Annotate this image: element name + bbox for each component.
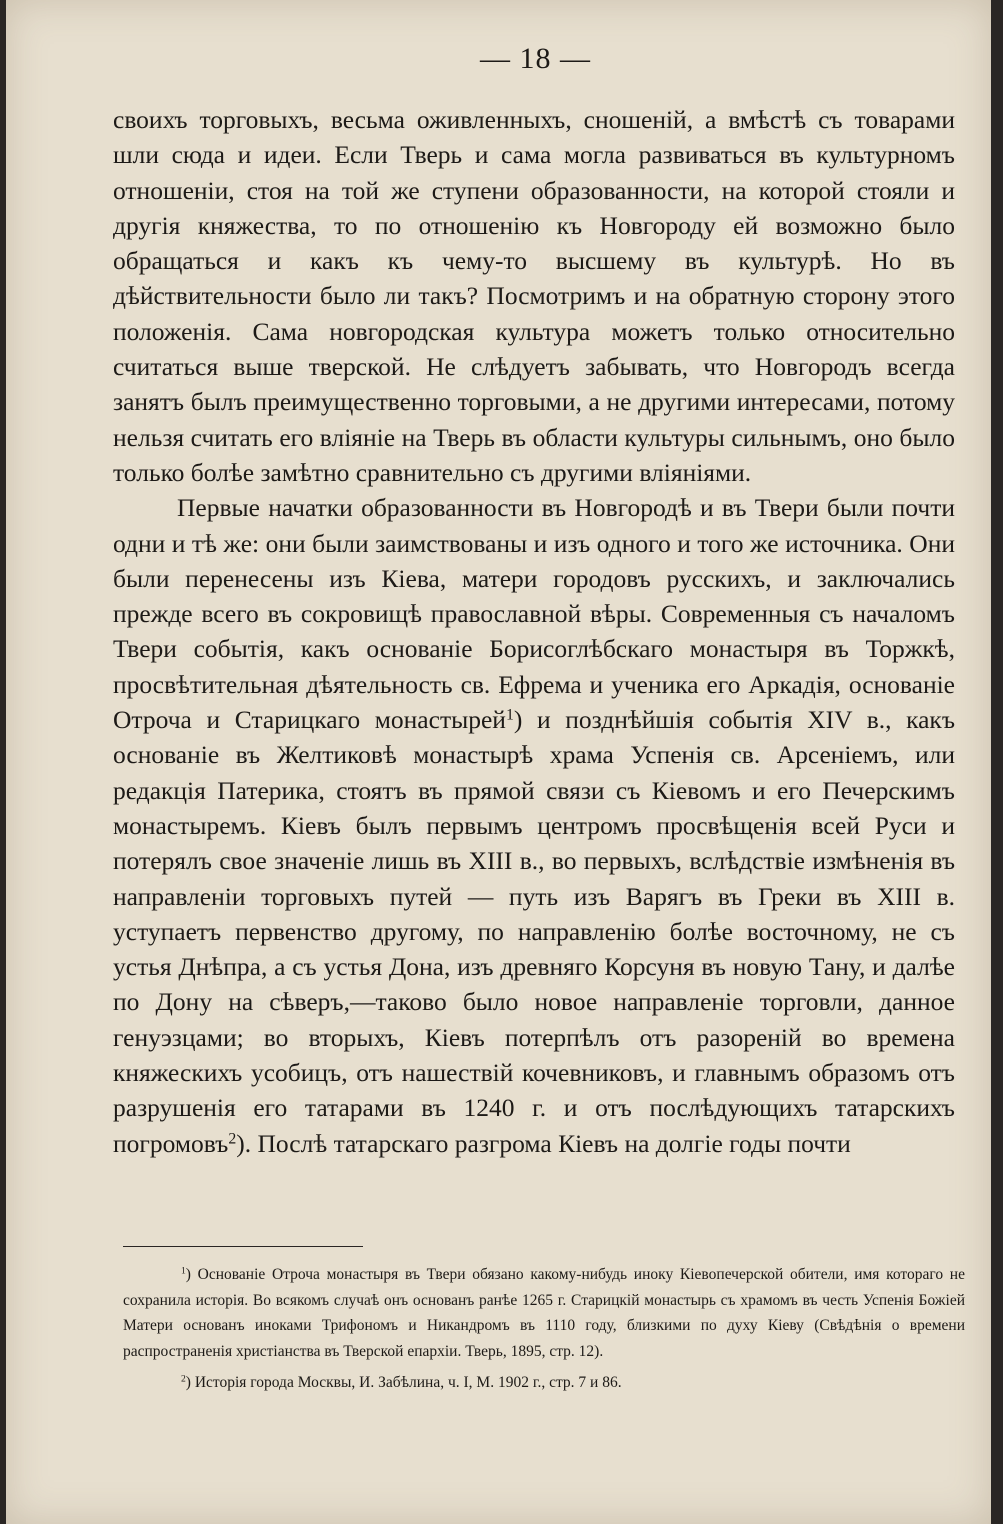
footnote-2 [123,1370,965,1396]
main-text [113,102,955,1161]
paragraph-2 [113,490,955,1161]
page-number: — 18 — [480,42,591,75]
paragraph-2-part-1: Первые начатки образованности въ Новгородѣ и въ Твери были почти одни и тѣ же: они были заимствованы и изъ одного и того же источника. Они были перенесены изъ Кіева, матери городовъ русскихъ, и заключались прежде всего въ сокровищѣ православной вѣры. Современныя съ началомъ Твери событія, какъ основаніе Борисоглѣбскаго монастыря въ Торжкѣ, просвѣтительная дѣятельность св. Ефрема и ученика его Аркадія, основаніе Отроча и Старицкаго монастырей [113,493,955,735]
footnote-divider [123,1246,363,1247]
footnote-2-text: ) Исторія города Москвы, И. Забѣлина, ч. I, М. 1902 г., стр. 7 и 86. [185,1374,622,1391]
footnote-ref-2: 2 [228,1129,237,1147]
paragraph-1: своихъ торговыхъ, весьма оживленныхъ, сношеній, а вмѣстѣ съ товарами шли сюда и идеи. Если Тверь и сама могла развиваться въ культурномъ отношеніи, стоя на той же ступени образованности, на которой стояли и другія княжества, то по отношенію къ Новгороду ей возможно было обращаться и какъ къ чему-то высшему въ культурѣ. Но въ дѣйствительности было ли такъ? Посмотримъ и на обратную сторону этого положенія. Сама новгородская культура можетъ только относительно считаться выше тверской. Не слѣдуетъ забывать, что Новгородъ всегда занятъ былъ преимущественно торговыми, а не другими интересами, потому нельзя считать его вліяніе на Тверь въ области культуры сильнымъ, оно было только болѣе замѣтно сравнительно съ другими вліяніями. [113,105,955,487]
footnote-1 [123,1262,965,1364]
paragraph-2-part-3: ). Послѣ татарскаго разгрома Кіевъ на долгіе годы почти [236,1128,851,1158]
footnotes [123,1262,965,1396]
footnote-1-mark: 1 [181,1265,186,1277]
footnote-2-mark: 2 [181,1373,186,1385]
book-page [6,0,991,1524]
footnote-ref-1: 1 [505,706,514,724]
paragraph-2-part-2: ) и позднѣйшія событія XIV в., какъ основаніе въ Желтиковѣ монастырѣ храма Успенія св. Арсеніемъ, или редакція Патерика, стоятъ въ прямой связи съ Кіевомъ и его Печерскимъ монастыремъ. Кіевъ былъ первымъ центромъ просвѣщенія всей Руси и потерялъ свое значеніе лишь въ XIII в., во первыхъ, вслѣдствіе измѣненія въ направленіи торговыхъ путей — путь изъ Варягъ въ Греки въ XIII в. уступаетъ первенство другому, по направленію болѣе восточному, не съ устья Днѣпра, а съ устья Дона, изъ древняго Корсуня въ новую Тану, и далѣе по Дону на сѣверъ,—таково было новое направленіе торговли, данное генуэзцами; во вторыхъ, Кіевъ потерпѣлъ отъ разореній во времена княжескихъ усобицъ, отъ нашествій кочевниковъ, и главнымъ образомъ отъ разрушенія его татарами въ 1240 г. и отъ послѣдующихъ татарскихъ погромовъ [113,705,956,1158]
footnote-1-text: ) Основаніе Отроча монастыря въ Твери обязано какому-нибудь иноку Кіевопечерской обители, имя котораго не сохранила исторія. Во всякомъ случаѣ онъ основанъ ранѣе 1265 г. Старицкій монастырь съ храмомъ въ честь Успенія Божіей Матери основанъ иноками Трифономъ и Никандромъ въ 1110 году, близкими по духу Кіеву (Свѣдѣнія о времени распространенія христіанства въ Тверской епархіи. Тверь, 1895, стр. 12). [123,1266,965,1360]
